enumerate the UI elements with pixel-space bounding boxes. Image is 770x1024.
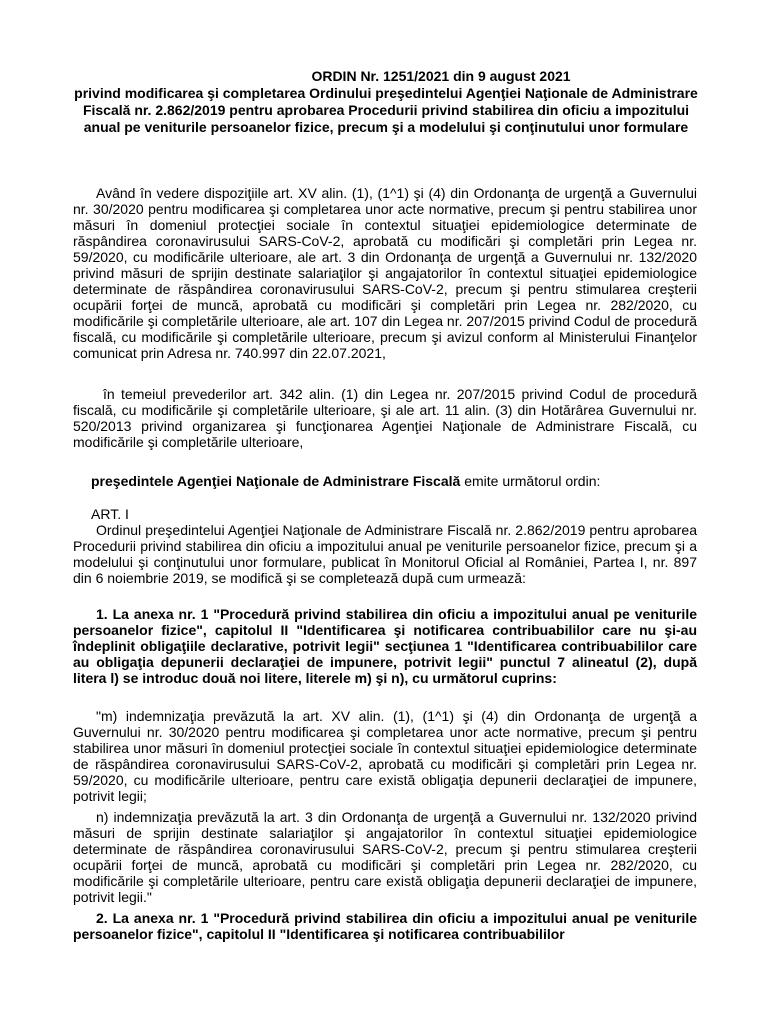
preamble-text-2: în temeiul prevederilor art. 342 alin. (1) din Legea nr. 207/2015 privind Codul de procedură fiscală, cu modificările şi completările ulterioare, şi ale art. 11 alin. (3) din Hotărârea Guvernului nr. 520/2013 privind organizarea şi funcţionarea Agenţiei Naţionale de Administrare Fiscală, cu modificările şi completările ulterioare, [73,386,697,450]
amendment-point-2-text: 2. La anexa nr. 1 "Procedură privind stabilirea din oficiu a impozitului anual pe veniturile persoanelor fizice", capitolul II "Identificarea şi notificarea contribuabililor [73,910,697,942]
preamble-text-1: Având în vedere dispoziţiile art. XV alin. (1), (1^1) şi (4) din Ordonanţa de urgenţă a Guvernului nr. 30/2020 pentru modificarea şi completarea unor acte normative, precum şi pentru stabilirea unor măsuri în domeniul protecţiei sociale în contextul situaţiei epidemiologice determinate de răspândirea coronavirusului SARS-CoV-2, aprobată cu modificări şi completări prin Legea nr. 59/2020, cu modificările ulterioare, ale art. 3 din Ordonanţa de urgenţă a Guvernului nr. 132/2020 privind măsuri de sprijin destinate salariaţilor şi angajatorilor în contextul situaţiei epidemiologice determinate de răspândirea coronavirusului SARS-CoV-2, precum şi pentru stimularea creşterii ocupării forţei de muncă, aprobată cu modificări şi completări prin Legea nr. 282/2020, cu modificările şi completările ulterioare, ale art. 107 din Legea nr. 207/2015 privind Codul de procedură fiscală, cu modificările şi completările ulterioare, precum şi avizul conform al Ministerului Finanţelor comunicat prin Adresa nr. 740.997 din 22.07.2021, [73,185,697,361]
item-m-text: "m) indemnizaţia prevăzută la art. XV alin. (1), (1^1) şi (4) din Ordonanţa de urgenţă a Guvernului nr. 30/2020 pentru modificarea şi completarea unor acte normative, precum şi pentru stabilirea unor măsuri în domeniul protecţiei sociale în contextul situaţiei epidemiologice determinate de răspândirea coronavirusului SARS-CoV-2, aprobată cu modificări şi completări prin Legea nr. 59/2020, cu modificările ulterioare, pentru care există obligaţia depunerii declaraţiei de impunere, potrivit legii; [73,708,697,804]
preamble-paragraph-1 [73,185,697,361]
issuer-name: preşedintele Agenţiei Naţionale de Administrare Fiscală [91,473,461,489]
amendment-point-1-text: 1. La anexa nr. 1 "Procedură privind stabilirea din oficiu a impozitului anual pe veniturile persoanelor fizice", capitolul II "Identificarea şi notificarea contribuabililor care nu şi-au îndeplinit obligaţiile declarative, potrivit legii" secţiunea 1 "Identificarea contribuabililor care au obligaţia depunerii declaraţiei de impunere, potrivit legii" punctul 7 alineatul (2), după litera l) se introduc două noi litere, literele m) şi n), cu următorul cuprins: [73,606,697,686]
item-n-text: n) indemnizaţia prevăzută la art. 3 din Ordonanţa de urgenţă a Guvernului nr. 132/2020 privind măsuri de sprijin destinate salariaţilor şi angajatorilor în contextul situaţiei epidemiologice determinate de răspândirea coronavirusului SARS-CoV-2, precum şi pentru stimularea creşterii ocupării forţei de muncă, aprobată cu modificări şi completări prin Legea nr. 282/2020, cu modificările şi completările ulterioare, pentru care există obligaţia depunerii declaraţiei de impunere, potrivit legii." [73,809,697,905]
item-m-paragraph [73,708,697,804]
issuer-action: emite următorul ordin: [460,473,601,489]
document-title [70,68,702,136]
issuer-line [91,473,697,489]
article-heading: ART. I [91,506,129,522]
item-n-paragraph [73,809,697,905]
amendment-point-1 [73,606,697,686]
preamble-paragraph-2 [73,386,697,450]
title-subject: privind modificarea şi completarea Ordinului preşedintelui Agenţiei Naţionale de Administrare Fiscală nr. 2.862/2019 pentru aprobarea Procedurii privind stabilirea din oficiu a impozitului anual pe veniturile persoanelor fizice, precum şi a modelului şi conţinutului unor formulare [74,85,698,135]
article-intro-text: Ordinul preşedintelui Agenţiei Naţionale de Administrare Fiscală nr. 2.862/2019 pentru aprobarea Procedurii privind stabilirea din oficiu a impozitului anual pe veniturile persoanelor fizice, precum şi a modelului şi conţinutului unor formulare, publicat în Monitorul Oficial al României, Partea I, nr. 897 din 6 noiembrie 2019, se modifică şi se completează după cum urmează: [73,522,697,586]
amendment-point-2 [73,910,697,942]
title-line-order-number: ORDIN Nr. 1251/2021 din 9 august 2021 [311,68,571,84]
article-intro-paragraph [73,522,697,586]
